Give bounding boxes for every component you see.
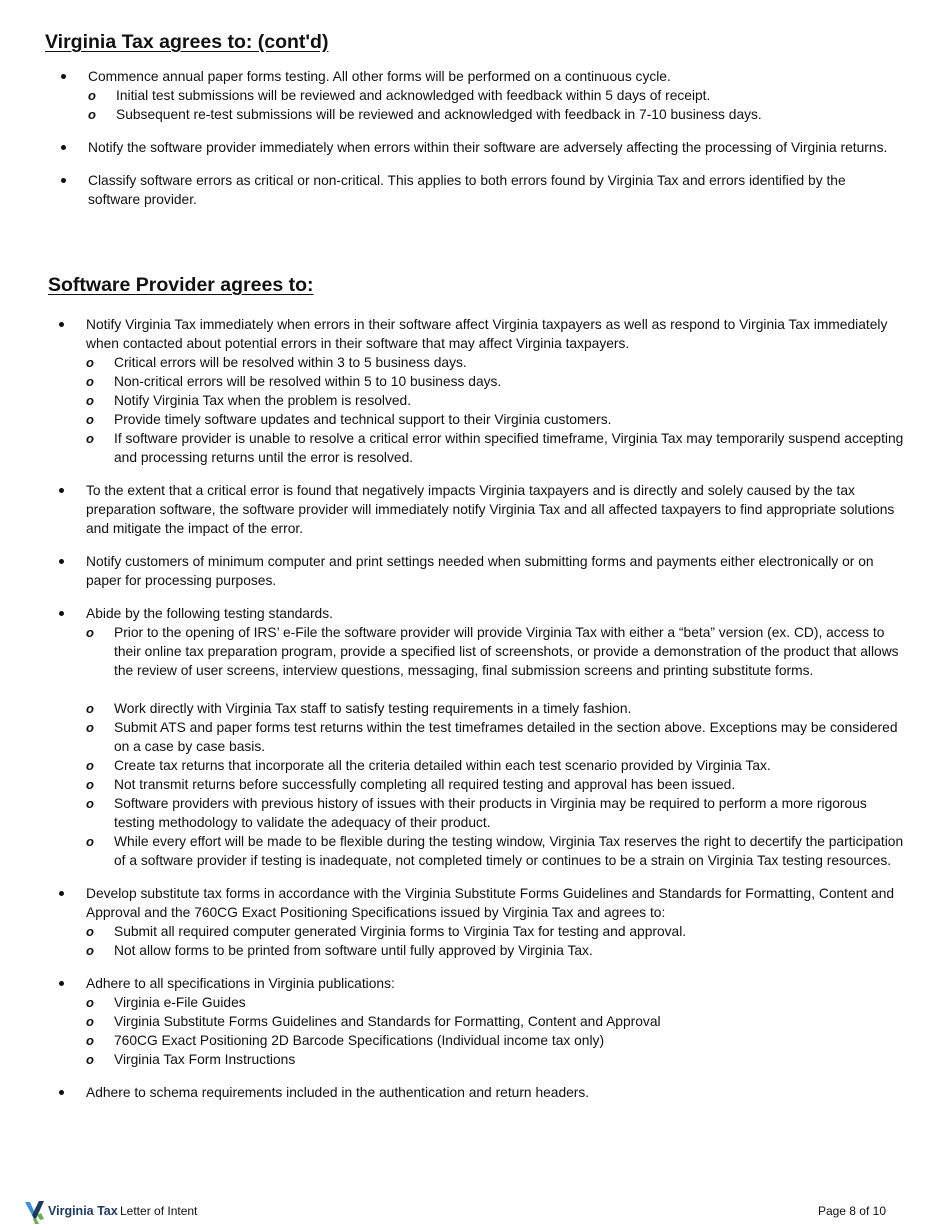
sub-list-item: o Virginia Substitute Forms Guidelines and Standards for Formatting, Content and Approval <box>86 1012 904 1031</box>
sub-list-item: o Prior to the opening of IRS’ e-File the software provider will provide Virginia Tax with either a “beta” version (ex. CD), access to their online tax preparation program, provide a specified list of screenshots, or provide a demonstration of the product that allows the review of user screens, interview questions, messaging, final submission screens and printing substitute forms. <box>86 623 904 680</box>
footer-brand: Virginia Tax <box>48 1204 118 1218</box>
section-heading-virginia-tax: Virginia Tax agrees to: (cont'd) <box>45 31 329 53</box>
footer-document-name: Letter of Intent <box>120 1204 198 1218</box>
sub-list <box>86 623 904 870</box>
sub-list-item: o If software provider is unable to resolve a critical error within specified timeframe, Virginia Tax may temporarily suspend accepting and processing returns until the error is resolved. <box>86 429 904 467</box>
list-item: Notify customers of minimum computer and print settings needed when submitting forms and payments either electronically or on paper for processing purposes. <box>46 552 904 590</box>
sub-list-item: o While every effort will be made to be flexible during the testing window, Virginia Tax reserves the right to decertify the participation of a software provider if testing is inadequate, not completed timely or continues to be a strain on Virginia Tax testing resources. <box>86 832 904 870</box>
sub-list-item: o Not transmit returns before successfully completing all required testing and approval has been issued. <box>86 775 904 794</box>
sub-list-item: o Virginia e-File Guides <box>86 993 904 1012</box>
sub-list-item: o Create tax returns that incorporate all the criteria detailed within each test scenario provided by Virginia Tax. <box>86 756 904 775</box>
list-item: Commence annual paper forms testing. All other forms will be performed on a continuous cycle. o Initial test submissions will be reviewed and acknowledged with feedback within 5 days of receipt. o Subsequent re-test submissions will be reviewed and acknowledged with feedback in 7-10 business days. <box>48 67 898 124</box>
list-item: Abide by the following testing standards. o Prior to the opening of IRS’ e-File the software provider will provide Virginia Tax with either a “beta” version (ex. CD), access to their online tax preparation program, provide a specified list of screenshots, or provide a demonstration of the product that allows the review of user screens, interview questions, messaging, final submission screens and printing substitute forms. o Work directly with Virginia Tax staff to satisfy testing requirements in a timely fashion. o Submit ATS and paper forms test returns within the test timeframes detailed in the section above. Exceptions may be considered on a case by case basis. o Create tax returns that incorporate all the criteria detailed within each test scenario provided by Virginia Tax. o Not transmit returns before successfully completing all required testing and approval has been issued. o Software providers with previous history of issues with their products in Virginia may be required to perform a more rigorous testing methodology to validate the adequacy of their product. o While every effort will be made to be flexible during the testing window, Virginia Tax reserves the right to decertify the participation of a software provider if testing is inadequate, not completed timely or continues to be a strain on Virginia Tax testing resources. <box>46 604 904 870</box>
sub-list-item: o Submit all required computer generated Virginia forms to Virginia Tax for testing and approval. <box>86 922 904 941</box>
list-item: Adhere to all specifications in Virginia publications: o Virginia e-File Guides o Virginia Substitute Forms Guidelines and Standards for Formatting, Content and Approval o 760CG Exact Positioning 2D Barcode Specifications (Individual income tax only) o Virginia Tax Form Instructions <box>46 974 904 1069</box>
sub-list <box>86 353 904 467</box>
page-number: Page 8 of 10 <box>817 1204 886 1218</box>
sub-list-item: o Non-critical errors will be resolved within 5 to 10 business days. <box>86 372 904 391</box>
section-heading-software-provider: Software Provider agrees to: <box>48 274 314 296</box>
sub-list-item: o Provide timely software updates and technical support to their Virginia customers. <box>86 410 904 429</box>
list-item: Adhere to schema requirements included in the authentication and return headers. <box>46 1083 904 1102</box>
sub-list-item: o Subsequent re-test submissions will be reviewed and acknowledged with feedback in 7-10 business days. <box>88 105 898 124</box>
list-item: Classify software errors as critical or non-critical. This applies to both errors found by Virginia Tax and errors identified by the software provider. <box>48 171 898 209</box>
virginia-tax-list <box>48 67 898 209</box>
sub-list-item: o Not allow forms to be printed from software until fully approved by Virginia Tax. <box>86 941 904 960</box>
sub-list-item: o Initial test submissions will be reviewed and acknowledged with feedback within 5 days of receipt. <box>88 86 898 105</box>
list-item: To the extent that a critical error is found that negatively impacts Virginia taxpayers and is directly and solely caused by the tax preparation software, the software provider will immediately notify Virginia Tax and all affected taxpayers to find appropriate solutions and mitigate the impact of the error. <box>46 481 904 538</box>
sub-list-item: o Work directly with Virginia Tax staff to satisfy testing requirements in a timely fashion. <box>86 699 904 718</box>
sub-list-item: o 760CG Exact Positioning 2D Barcode Specifications (Individual income tax only) <box>86 1031 904 1050</box>
sub-list-item: o Software providers with previous history of issues with their products in Virginia may be required to perform a more rigorous testing methodology to validate the adequacy of their product. <box>86 794 904 832</box>
page-footer <box>24 1199 886 1225</box>
sub-list-item: o Submit ATS and paper forms test returns within the test timeframes detailed in the section above. Exceptions may be considered on a case by case basis. <box>86 718 904 756</box>
list-item: Notify the software provider immediately when errors within their software are adversely affecting the processing of Virginia returns. <box>48 138 898 157</box>
sub-list-item: o Virginia Tax Form Instructions <box>86 1050 904 1069</box>
virginia-tax-logo-icon <box>24 1199 46 1225</box>
list-item: Develop substitute tax forms in accordance with the Virginia Substitute Forms Guidelines and Standards for Formatting, Content and Approval and the 760CG Exact Positioning Specifications issued by Virginia Tax and agrees to: o Submit all required computer generated Virginia forms to Virginia Tax for testing and approval. o Not allow forms to be printed from software until fully approved by Virginia Tax. <box>46 884 904 960</box>
sub-list-item: o Notify Virginia Tax when the problem is resolved. <box>86 391 904 410</box>
sub-list <box>88 86 898 124</box>
sub-list <box>86 993 904 1069</box>
sub-list <box>86 922 904 960</box>
software-provider-list <box>46 315 904 1102</box>
list-item: Notify Virginia Tax immediately when errors in their software affect Virginia taxpayers as well as respond to Virginia Tax immediately when contacted about potential errors in their software that may affect Virginia taxpayers. o Critical errors will be resolved within 3 to 5 business days. o Non-critical errors will be resolved within 5 to 10 business days. o Notify Virginia Tax when the problem is resolved. o Provide timely software updates and technical support to their Virginia customers. o If software provider is unable to resolve a critical error within specified timeframe, Virginia Tax may temporarily suspend accepting and processing returns until the error is resolved. <box>46 315 904 467</box>
sub-list-item: o Critical errors will be resolved within 3 to 5 business days. <box>86 353 904 372</box>
